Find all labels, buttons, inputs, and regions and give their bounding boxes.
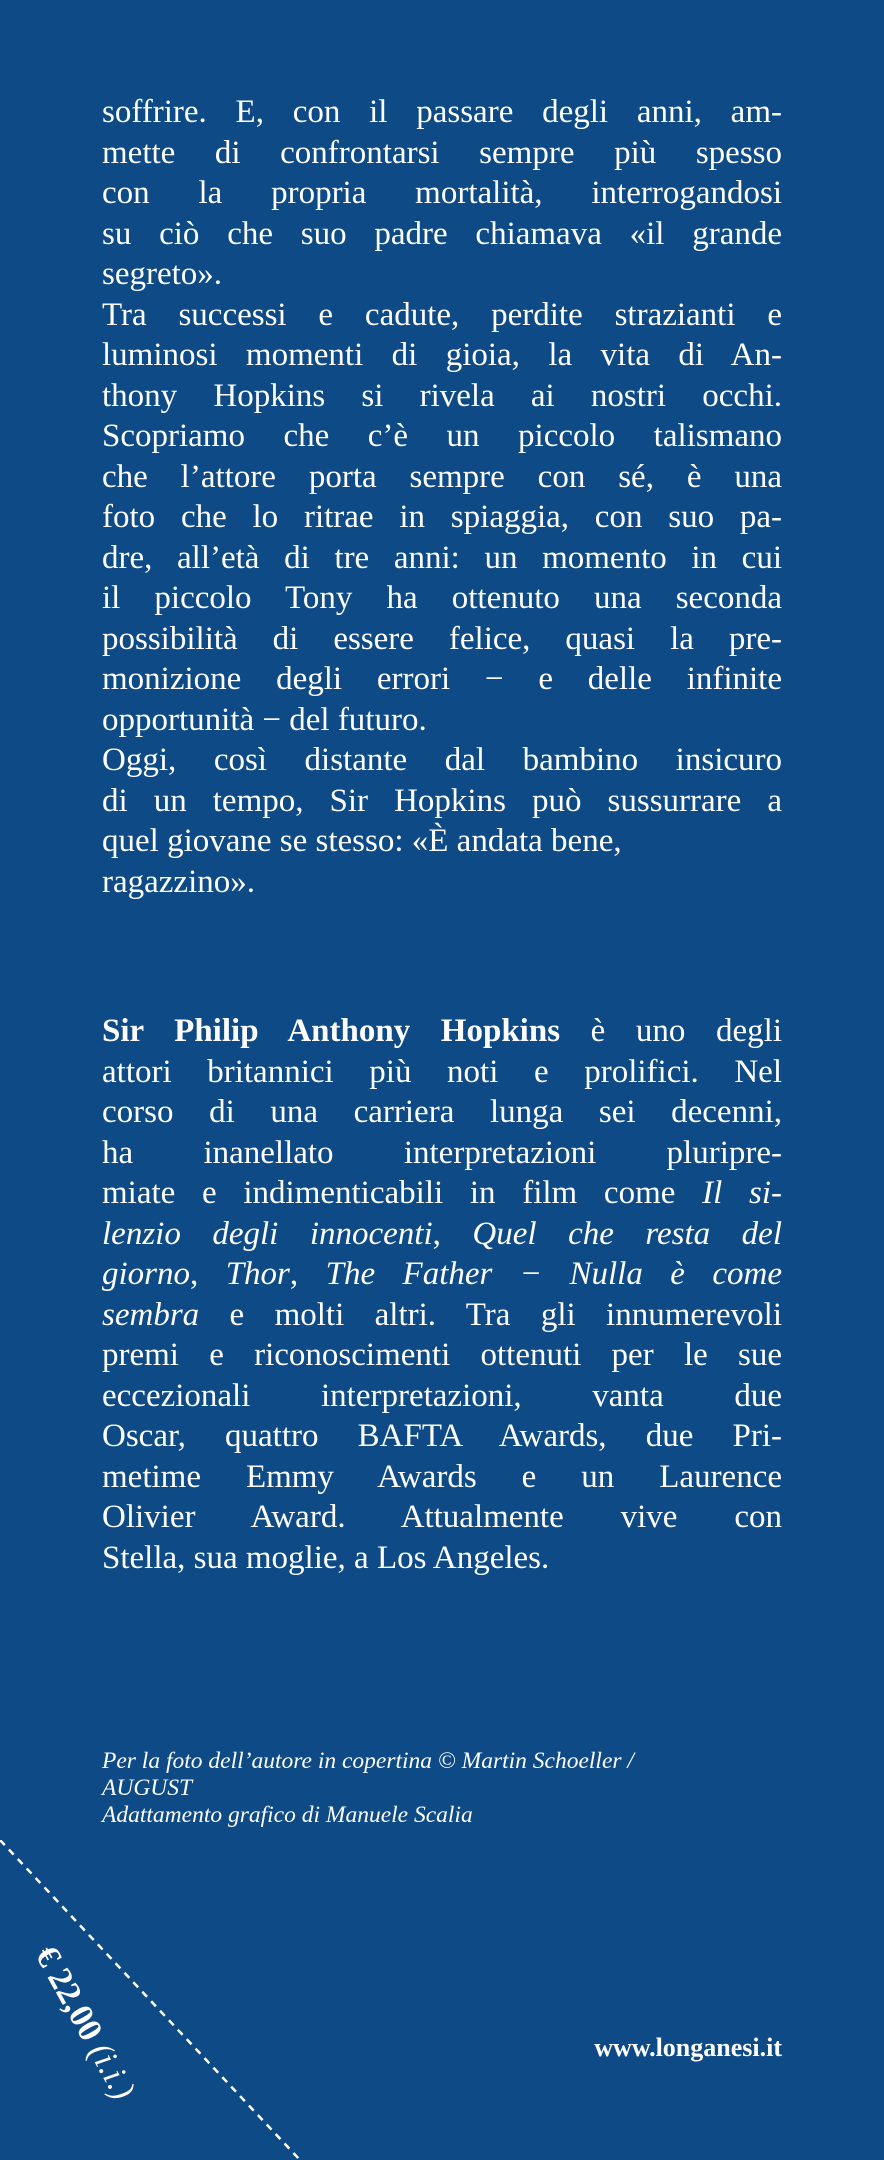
bio-line: corso di una carriera lunga sei decenni, xyxy=(102,1094,782,1130)
synopsis-line: dre, all’età di tre anni: un momento in cui xyxy=(102,539,782,576)
synopsis-line: Scopriamo che c’è un piccolo talismano xyxy=(102,418,782,454)
bio-line: Stella, sua moglie, a Los Angeles. xyxy=(102,1539,550,1576)
synopsis-line: mette di confrontarsi sempre più spesso xyxy=(102,134,782,171)
author-bio xyxy=(102,1011,782,1578)
film-title: Thor xyxy=(225,1256,290,1292)
bio-line: giorno, Thor, The Father − Nulla è come xyxy=(102,1256,782,1292)
synopsis-line: monizione degli errori − e delle infinite xyxy=(102,661,782,697)
bio-line: sembra e molti altri. Tra gli innumerevoli xyxy=(102,1296,782,1333)
synopsis-line: foto che lo ritrae in spiaggia, con suo pa- xyxy=(102,499,782,535)
bio-line: metime Emmy Awards e un Laurence xyxy=(102,1458,782,1495)
synopsis-line: Tra successi e cadute, perdite strazianti e xyxy=(102,296,782,333)
photo-credits xyxy=(102,1748,634,1829)
bio-line: Oscar, quattro BAFTA Awards, due Pri- xyxy=(102,1418,782,1454)
film-title: Quel che resta del xyxy=(472,1215,782,1252)
design-credit: Adattamento grafico di Manuele Scalia xyxy=(102,1802,473,1828)
publisher-website: www.longanesi.it xyxy=(594,2033,782,2062)
synopsis-line: ragazzino». xyxy=(102,863,255,900)
synopsis-line: soffrire. E, con il passare degli anni, am- xyxy=(102,94,782,130)
film-title: giorno xyxy=(102,1256,191,1292)
synopsis-line: segreto». xyxy=(102,256,223,292)
bio-line: Olivier Award. Attualmente vive con xyxy=(102,1499,782,1535)
bio-line: Sir Philip Anthony Hopkins è uno degli xyxy=(102,1013,782,1049)
bio-line: ha inanellato interpretazioni pluripre- xyxy=(102,1134,782,1171)
author-name: Sir Philip Anthony Hopkins xyxy=(102,1013,561,1049)
bio-line: attori britannici più noti e prolifici. Nel xyxy=(102,1053,782,1090)
synopsis-line: thony Hopkins si rivela ai nostri occhi. xyxy=(102,377,782,414)
film-title: The Father − Nulla è come xyxy=(325,1256,782,1292)
synopsis-line: di un tempo, Sir Hopkins può sussurrare a xyxy=(102,782,782,819)
dashed-cut-line xyxy=(0,1840,320,2160)
synopsis-line: che l’attore porta sempre con sé, è una xyxy=(102,458,782,495)
synopsis-text xyxy=(102,92,782,902)
price-tax-note: (i.i.) xyxy=(81,2036,142,2106)
photo-credit-line: Per la foto dell’autore in copertina © Martin Schoeller / xyxy=(102,1748,634,1774)
film-title: Il si- xyxy=(702,1175,782,1211)
photo-credit-line: AUGUST xyxy=(102,1775,193,1801)
synopsis-line: possibilità di essere felice, quasi la pre- xyxy=(102,620,782,657)
bio-line: eccezionali interpretazioni, vanta due xyxy=(102,1377,782,1414)
synopsis-line: opportunità − del futuro. xyxy=(102,701,427,738)
film-title: lenzio degli innocenti xyxy=(102,1215,433,1252)
bio-line: lenzio degli innocenti, Quel che resta del xyxy=(102,1215,782,1252)
film-title: sembra xyxy=(102,1296,200,1333)
bio-line: miate e indimenticabili in film come Il si- xyxy=(102,1175,782,1211)
bio-line: premi e riconoscimenti ottenuti per le sue xyxy=(102,1337,782,1373)
synopsis-line: luminosi momenti di gioia, la vita di An- xyxy=(102,337,782,373)
synopsis-line: quel giovane se stesso: «È andata bene, xyxy=(102,823,622,859)
synopsis-line: Oggi, così distante dal bambino insicuro xyxy=(102,742,782,778)
price-amount: € 22,00 xyxy=(27,1940,110,2048)
synopsis-line: su ciò che suo padre chiamava «il grande xyxy=(102,215,782,252)
synopsis-line: con la propria mortalità, interrogandosi xyxy=(102,175,782,211)
synopsis-line: il piccolo Tony ha ottenuto una seconda xyxy=(102,580,782,616)
